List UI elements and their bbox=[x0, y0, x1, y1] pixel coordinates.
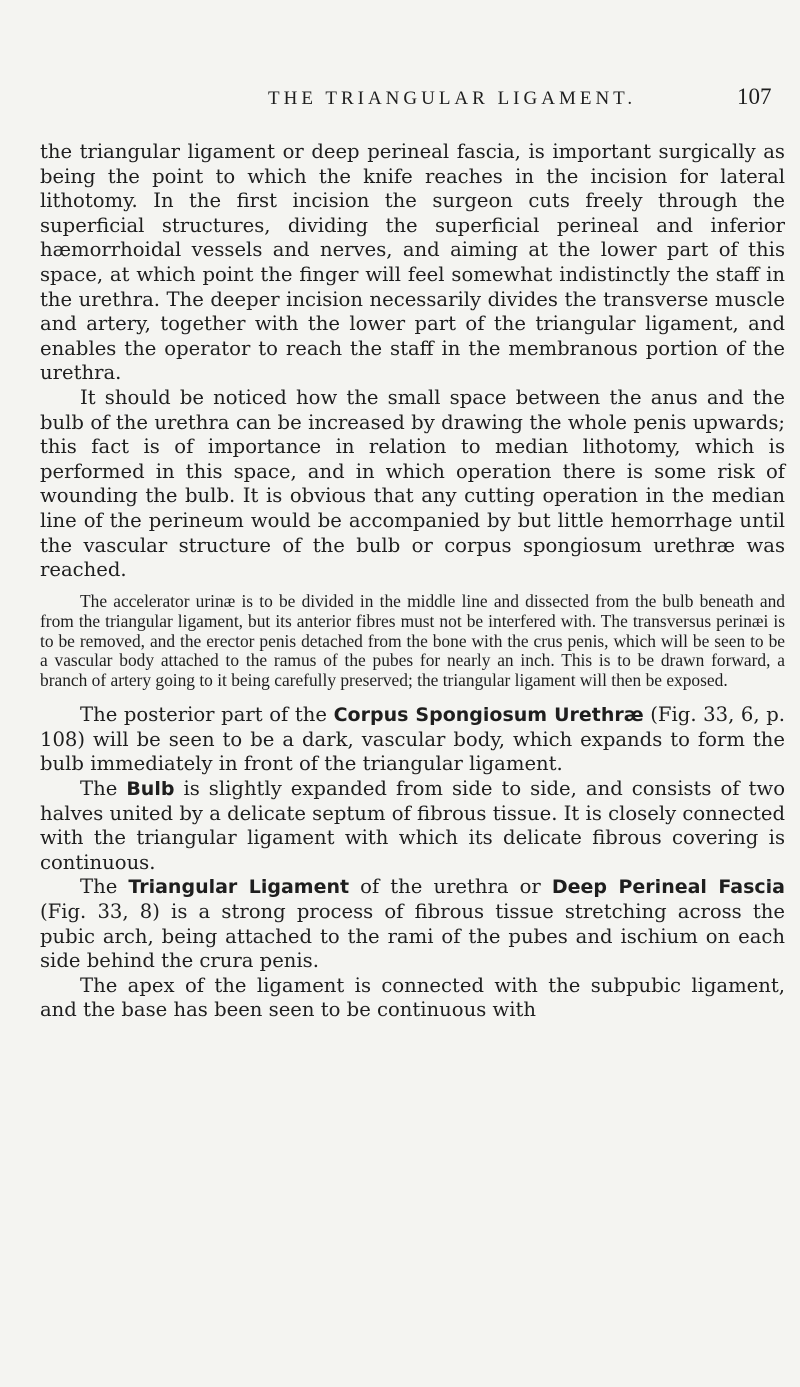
paragraph-corpus-spongiosum bbox=[40, 703, 785, 777]
paragraph-bulb bbox=[40, 777, 785, 875]
text-run: The posterior part of the bbox=[80, 703, 334, 727]
running-head bbox=[0, 84, 800, 114]
text-run: (Fig. 33, 6, p. 108) will be seen to be a dark, vascular body, which expands to form the bulb immediately in front of the triangular ligament. bbox=[40, 703, 786, 776]
term-triangular-ligament: Triangular Ligament bbox=[128, 876, 350, 899]
running-title: THE TRIANGULAR LIGAMENT. bbox=[268, 88, 637, 109]
term-bulb: Bulb bbox=[126, 778, 175, 800]
body-text bbox=[40, 140, 785, 1023]
text-run: The bbox=[80, 875, 129, 899]
paragraph-lithotomy-incision: the triangular ligament or deep perineal fascia, is important surgically as being the point to which the knife reaches in the incision for lateral lithotomy. In the first incision the surgeon cuts freely through the superficial structures, dividing the superficial perineal and inferior hæmorrhoidal vessels and nerves, and aiming at the lower part of this space, at which point the finger will feel somewhat indistinctly the staff in the urethra. The deeper incision necessarily divides the transverse muscle and artery, together with the lower part of the triangular ligament, and enables the operator to reach the staff in the membranous portion of the urethra. bbox=[40, 140, 785, 385]
dissection-instructions: The accelerator urinæ is to be divided in the middle line and dissected from the bulb beneath and from the triangular ligament, but its anterior fibres must not be interfered with. The transversus perinæi is to be removed, and the erector penis detached from the bone with the crus penis, which will be seen to be a vascular body attached to the ramus of the pubes for nearly an inch. This is to be drawn forward, a branch of artery going to it being carefully preserved; the triangular ligament will then be exposed. bbox=[40, 590, 785, 691]
paragraph-median-lithotomy: It should be noticed how the small space between the anus and the bulb of the urethra can be increased by drawing the whole penis upwards; this fact is of importance in relation to median lithotomy, which is performed in this space, and in which operation there is some risk of wounding the bulb. It is obvious that any cutting operation in the median line of the perineum would be accompanied by but little hemorrhage until the vascular structure of the bulb or corpus spongiosum urethræ was reached. bbox=[40, 385, 785, 582]
term-deep-perineal-fascia: Deep Perineal Fascia bbox=[551, 876, 785, 899]
paragraph-triangular-ligament bbox=[40, 875, 785, 973]
text-run: of the urethra or bbox=[349, 875, 552, 899]
text-run: (Fig. 33, 8) is a strong process of fibrous tissue stretching across the pubic arch, being attached to the rami of the pubes and ischium on each side behind the crura penis. bbox=[40, 899, 785, 973]
text-run: is slightly expanded from side to side, and consists of two halves united by a delicate septum of fibrous tissue. It is closely connected with the triangular ligament with which its delicate fibrous covering is continuous. bbox=[40, 777, 785, 874]
paragraph-ligament-apex: The apex of the ligament is connected with the subpubic ligament, and the base has been seen to be continuous with bbox=[40, 973, 785, 1022]
term-corpus-spongiosum: Corpus Spongiosum Urethræ bbox=[333, 704, 644, 727]
page-number: 107 bbox=[737, 84, 772, 109]
text-run: The bbox=[80, 777, 127, 800]
